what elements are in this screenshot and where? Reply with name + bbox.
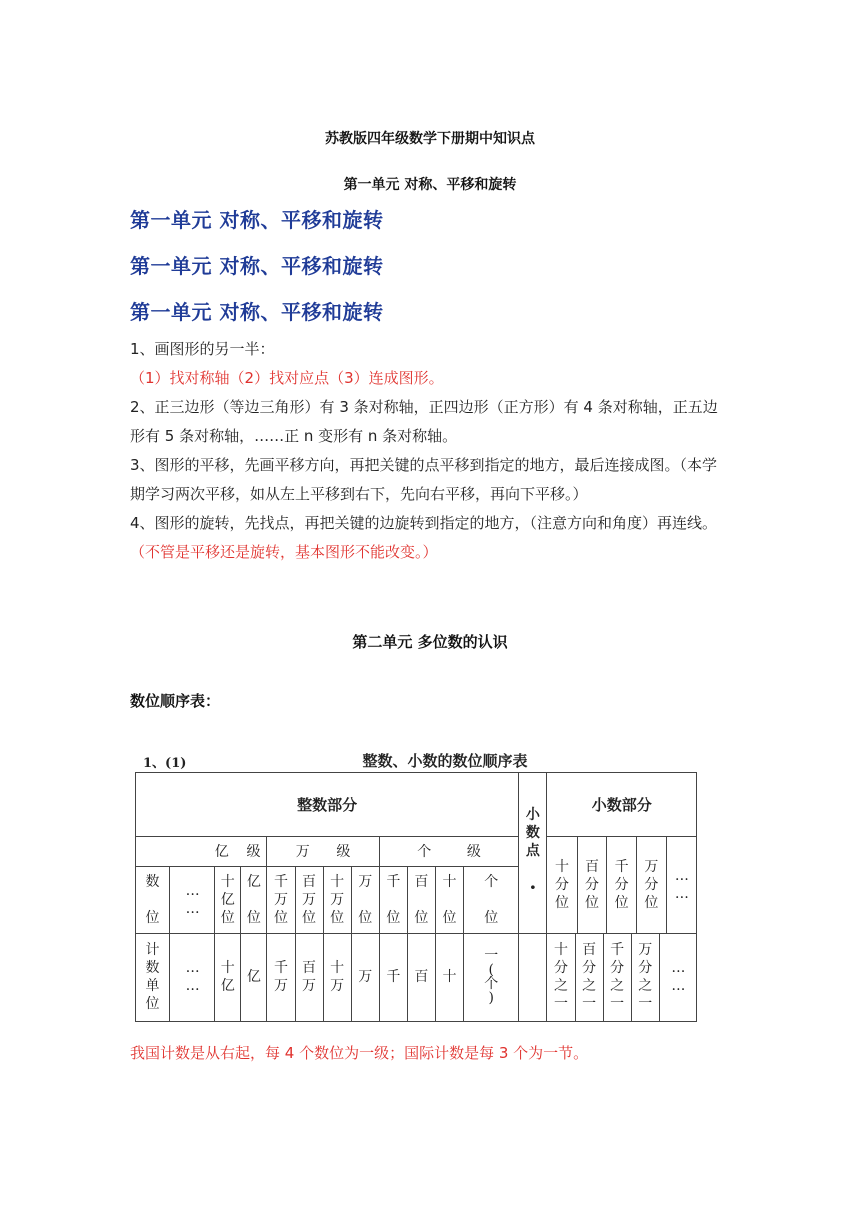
unit1-content: [130, 335, 730, 567]
place-ten-thousandths: 万 分 位: [637, 837, 667, 932]
group-ge: 个 级: [379, 837, 519, 867]
decimal-places-cell: [547, 837, 697, 933]
place-shi: 十 位: [435, 867, 463, 933]
place-value-table: [135, 772, 697, 1022]
decimal-point-header: [519, 773, 547, 934]
unit-qianwan: 千 万: [267, 933, 295, 1021]
table-caption: 整数、小数的数位顺序表: [362, 752, 528, 770]
point-3: 3、图形的平移，先画平移方向，再把关键的点平移到指定的地方，最后连接成图。（本学期学习两次平移，如从左上平移到右下，先向右平移，再向下平移。）: [130, 456, 718, 503]
place-qianwan: 千 万 位: [267, 867, 295, 933]
row-place-label: 数 位: [136, 867, 170, 933]
unit-decimal-dots: … …: [659, 933, 696, 1021]
unit-shiwan: 十 万: [323, 933, 351, 1021]
row-unit-label: 计 数 单 位: [136, 933, 170, 1021]
place-shiwan: 十 万 位: [323, 867, 351, 933]
place-qian: 千 位: [379, 867, 407, 933]
point-4: [130, 509, 730, 567]
decimal-places-inner: [547, 837, 696, 932]
group-wan: 万 级: [267, 837, 379, 867]
table-intro: 数位顺序表：: [130, 692, 221, 710]
unit-point-empty: [519, 933, 547, 1021]
unit1-heading-3: 第一单元 对称、平移和旋转: [130, 300, 384, 324]
document-title: 苏教版四年级数学下册期中知识点: [325, 131, 535, 147]
place-bai: 百 位: [407, 867, 435, 933]
unit-yi: 亿: [241, 933, 267, 1021]
decimal-part-header: 小数部分: [547, 773, 697, 837]
unit-bai: 百: [407, 933, 435, 1021]
unit1-heading-2: 第一单元 对称、平移和旋转: [130, 254, 384, 278]
decimal-point-label: 小 数 点: [525, 807, 540, 860]
footnote: 我国计数是从右起，每 4 个数位为一级；国际计数是每 3 个为一节。: [130, 1044, 589, 1062]
place-shiyi: 十 亿 位: [215, 867, 241, 933]
table-caption-number: 1、(1): [143, 756, 187, 771]
unit1-subtitle: 第一单元 对称、平移和旋转: [343, 177, 517, 193]
unit-hundredth: 百 分 之 一: [575, 933, 603, 1021]
unit1-heading-1: 第一单元 对称、平移和旋转: [130, 208, 384, 232]
unit-wan: 万: [351, 933, 379, 1021]
unit-thousandth: 千 分 之 一: [603, 933, 631, 1021]
place-value-table-figure: [135, 748, 697, 1023]
point-1-steps: （1）找对称轴（2）找对应点（3）连成图形。: [130, 369, 444, 387]
place-hundredths: 百 分 位: [577, 837, 607, 932]
place-yi: 亿 位: [241, 867, 267, 933]
unit-shi: 十: [435, 933, 463, 1021]
group-yi: 亿 级: [215, 837, 267, 867]
integer-part-header: 整数部分: [136, 773, 519, 837]
place-tenths: 十 分 位: [547, 837, 577, 932]
point-1: 1、画图形的另一半：: [130, 340, 275, 358]
point-4-note: （不管是平移还是旋转，基本图形不能改变。）: [130, 543, 438, 561]
place-baiwan: 百 万 位: [295, 867, 323, 933]
place-thousandths: 千 分 位: [607, 837, 637, 932]
decimal-point-symbol: ·: [529, 875, 537, 900]
unit2-title: 第二单元 多位数的认识: [352, 633, 508, 651]
unit-baiwan: 百 万: [295, 933, 323, 1021]
place-wan: 万 位: [351, 867, 379, 933]
unit-shiyi: 十 亿: [215, 933, 241, 1021]
point-2: 2、正三边形（等边三角形）有 3 条对称轴，正四边形（正方形）有 4 条对称轴，正五边形有 5 条对称轴，……正 n 变形有 n 条对称轴。: [130, 398, 718, 445]
unit-ten-thousandth: 万 分 之 一: [631, 933, 659, 1021]
unit-qian: 千: [379, 933, 407, 1021]
unit-ge: 一 ( 个 ): [464, 933, 519, 1021]
unit-dots: … …: [170, 933, 215, 1021]
place-dots: … …: [170, 867, 215, 933]
point-4-main: 4、图形的旋转，先找点，再把关键的边旋转到指定的地方，（注意方向和角度）再连线。: [130, 514, 718, 532]
unit-tenth: 十 分 之 一: [547, 933, 575, 1021]
place-decimal-dots: … …: [674, 867, 688, 902]
place-ge: 个 位: [464, 867, 519, 933]
